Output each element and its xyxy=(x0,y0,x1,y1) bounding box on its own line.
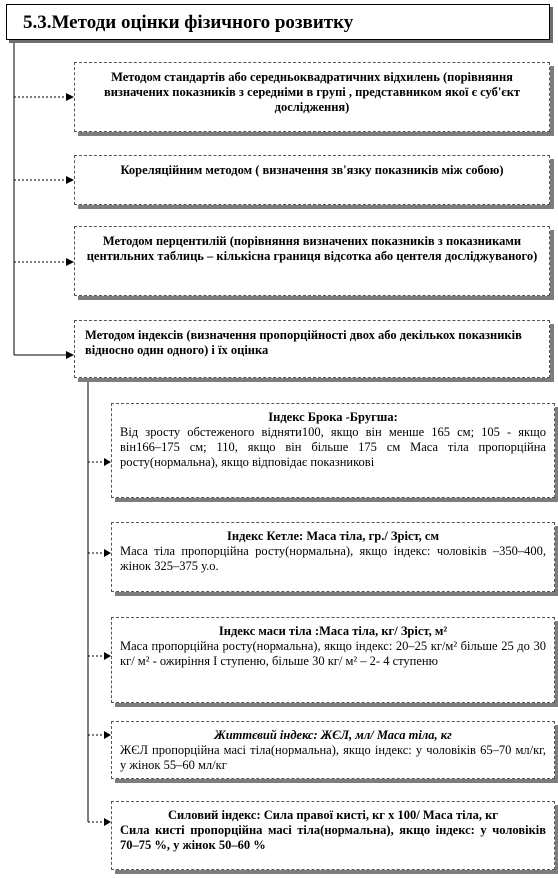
index-body: Маса пропорційна росту(нормальна), якщо індекс: 20–25 кг/м² більше 25 до 30 кг/ м² - ожиріння I ступеню, більше 30 кг/ м² – 2- 4 ступеню xyxy=(120,639,546,668)
index-body: Від зросту обстеженого відняти100, якщо він менше 165 см; 105 - якщо він166–175 см; 110, якщо він більше 175 см Маса тіла пропорційна росту(нормальна), якщо відповідає показникові xyxy=(120,425,546,469)
index-heading: Індекс Брока -Бругша: xyxy=(268,410,398,424)
arrow-to-method-1 xyxy=(14,93,74,101)
index-heading: Силовий індекс: Сила правої кисті, кг х 100/ Маса тіла, кг xyxy=(168,808,498,822)
index-strength xyxy=(111,801,555,870)
arrow-to-index-4 xyxy=(88,731,111,739)
index-broca-brugsch xyxy=(111,403,555,498)
index-body: Сила кисті пропорційна масі тіла(нормальна), якщо індекс: у чоловіків 70–75 %, у жінок 50–60 % xyxy=(120,823,546,852)
arrow-to-method-2 xyxy=(14,176,74,184)
method-percentiles: Методом перцентилій (порівняння визначених показників з показниками центильних таблиць – кількісна границя відсотка або центеля досліджуваного) xyxy=(74,226,550,296)
index-body: ЖЄЛ пропорційна масі тіла(нормальна), якщо індекс: у чоловіків 65–70 мл/кг, у жінок 55–60 мл/кг xyxy=(120,743,546,772)
index-body: Маса тіла пропорційна росту(нормальна), якщо індекс: чоловіків –350–400, жінок 325–375 у.о. xyxy=(120,544,546,573)
index-heading: Індекс Кетле: Маса тіла, гр./ Зріст, см xyxy=(227,529,439,543)
index-heading: Індекс маси тіла :Маса тіла, кг/ Зріст, м² xyxy=(218,624,448,638)
index-body-mass xyxy=(111,617,555,703)
arrow-to-method-4 xyxy=(14,351,74,359)
index-vital xyxy=(111,721,555,779)
method-standards: Методом стандартів або середньоквадратичних відхилень (порівняння визначених показників з середніми в групі , представником якої є суб'єкт дослідження) xyxy=(74,62,550,132)
arrow-to-method-3 xyxy=(14,258,74,266)
method-correlation: Кореляційним методом ( визначення зв'язку показників між собою) xyxy=(74,155,550,205)
arrow-to-index-1 xyxy=(88,458,111,466)
method-indices: Методом індексів (визначення пропорційності двох або декількох показників відносно один одного) і їх оцінка xyxy=(74,320,550,378)
arrow-to-index-3 xyxy=(88,652,111,660)
diagram-title: 5.3.Методи оцінки фізичного розвитку xyxy=(6,4,550,40)
arrow-to-index-5 xyxy=(88,818,111,826)
index-heading: Життєвий індекс: ЖЄЛ, мл/ Маса тіла, кг xyxy=(214,728,452,742)
arrow-to-index-2 xyxy=(88,549,111,557)
index-quetelet xyxy=(111,522,555,592)
